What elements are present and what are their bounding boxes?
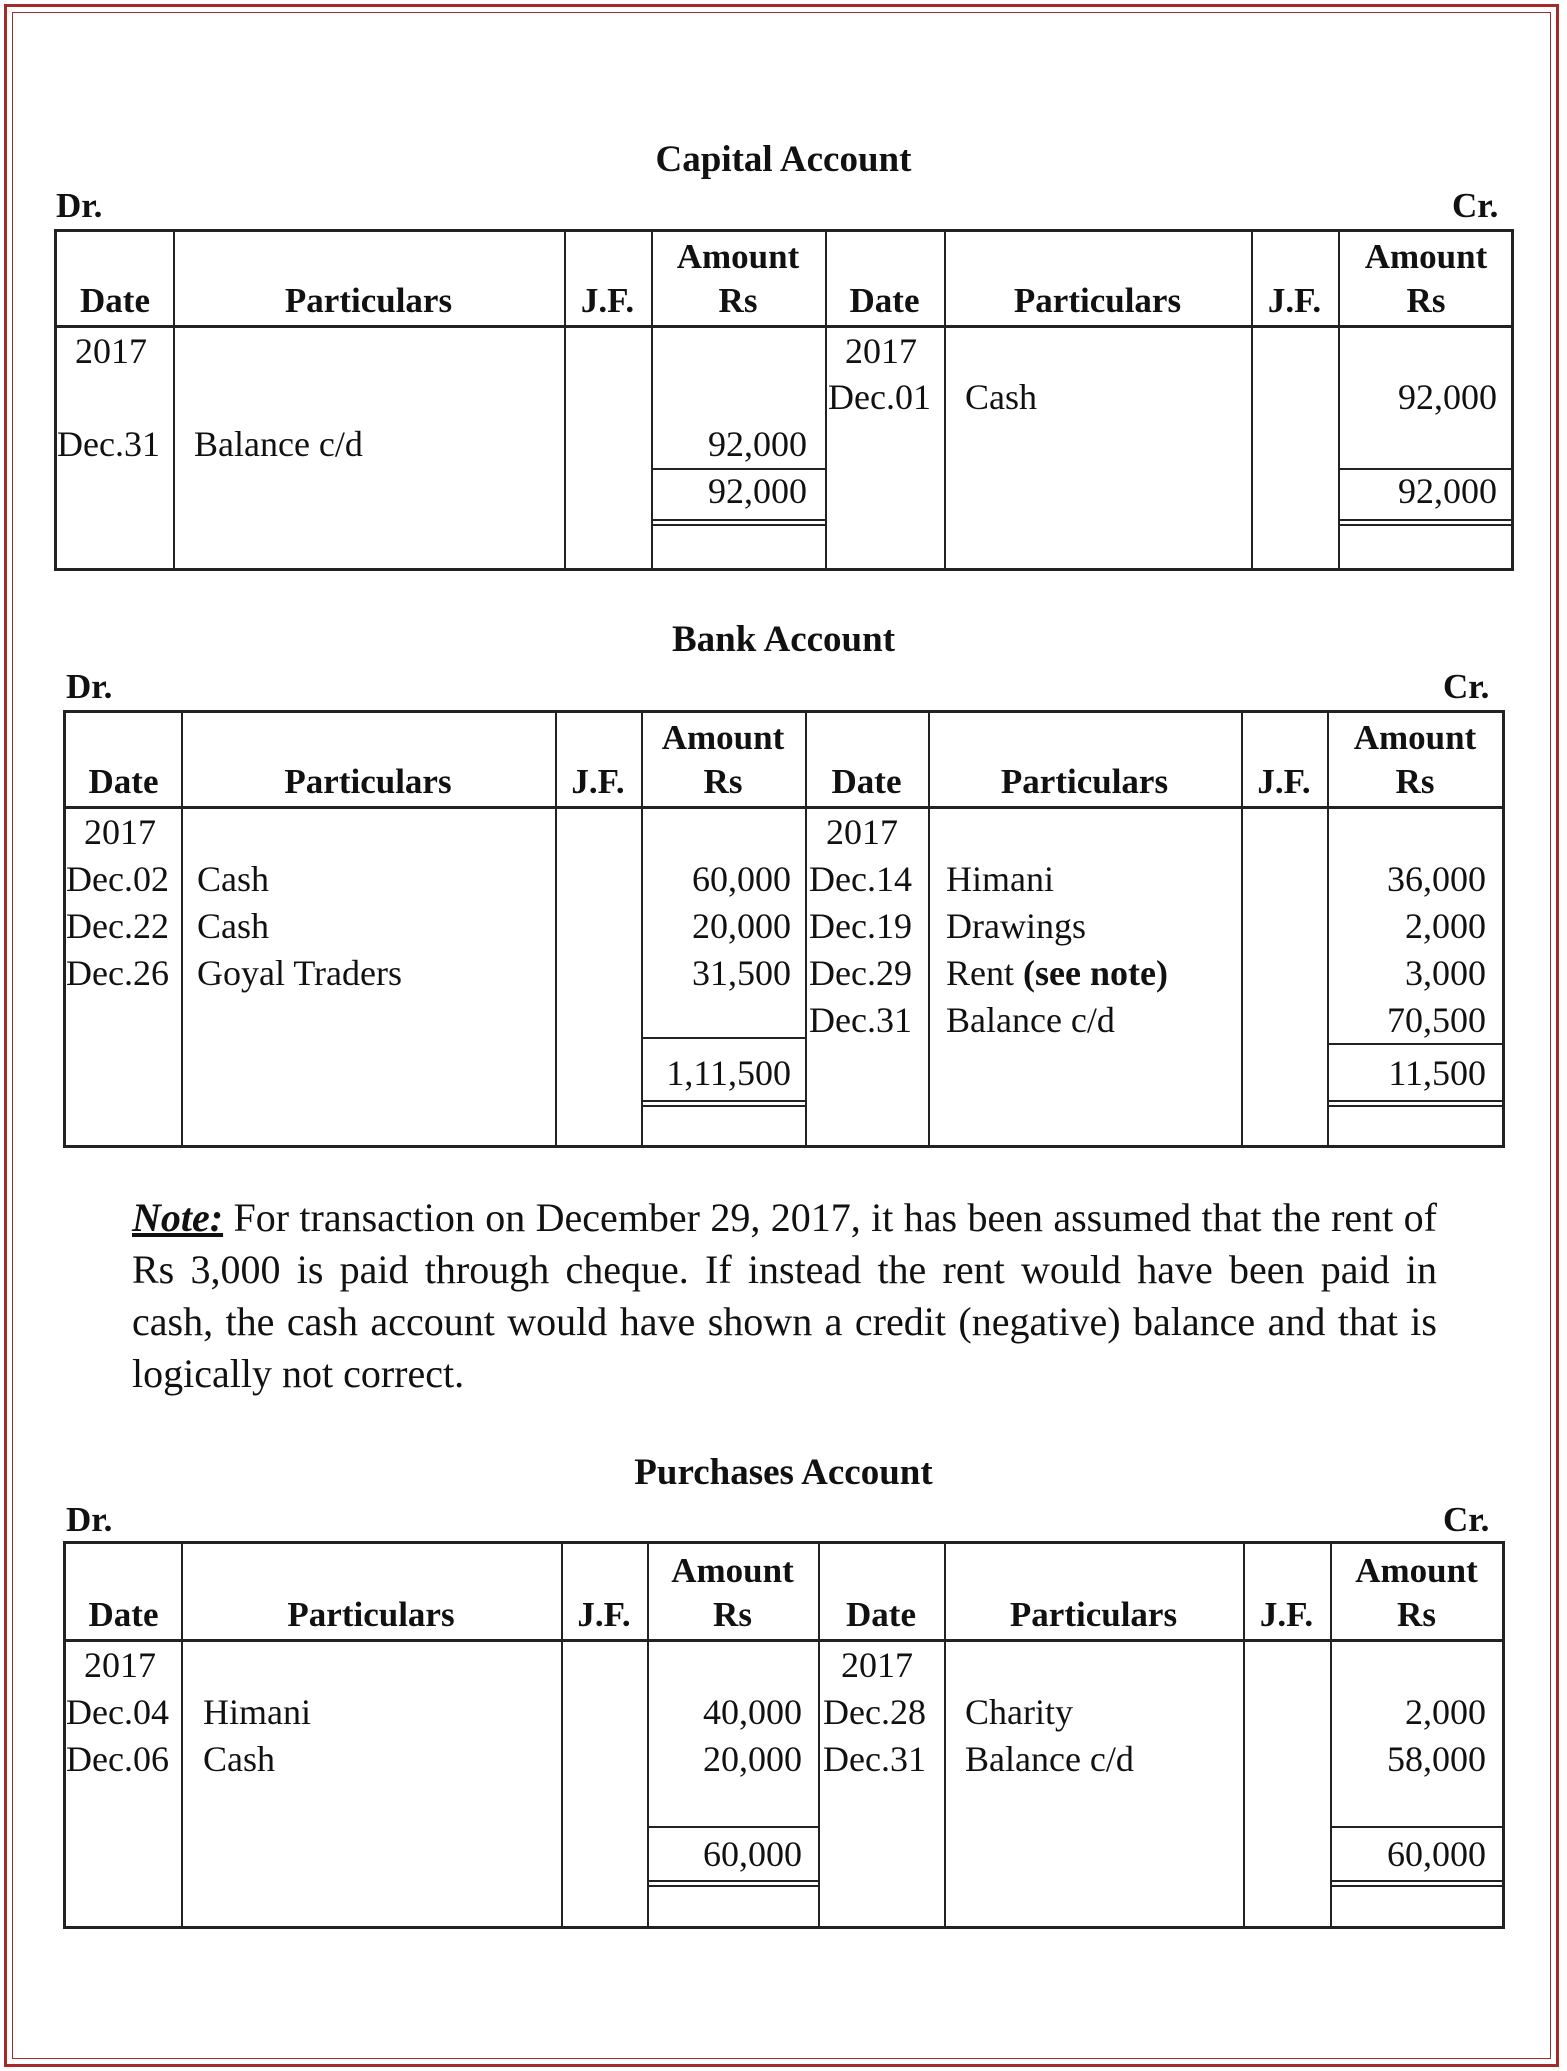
- cr-year: 2017: [841, 1645, 913, 1685]
- dr-entry-particulars: Cash: [197, 859, 269, 899]
- cr-total: 11,500: [1388, 1053, 1486, 1093]
- dr-entry-particulars: Cash: [197, 906, 269, 946]
- cr-year: 2017: [845, 331, 917, 371]
- bank-cr-label: Cr.: [1443, 667, 1490, 706]
- header-particulars: Particulars: [1000, 762, 1169, 801]
- purchases-account-title: Purchases Account: [634, 1452, 933, 1493]
- cr-entry-date: Dec.14: [809, 859, 912, 899]
- cr-entry-date: Dec.01: [828, 377, 931, 417]
- dr-year: 2017: [84, 1645, 156, 1685]
- header-jf: J.F.: [571, 762, 625, 801]
- capital-account-title: Capital Account: [655, 139, 912, 180]
- dr-entry-amount: 92,000: [708, 424, 807, 464]
- dr-entry-particulars: Goyal Traders: [197, 953, 402, 993]
- cr-entry-date: Dec.31: [809, 1000, 912, 1040]
- cr-entry-amount: 2,000: [1405, 906, 1486, 946]
- cr-entry-particulars: Charity: [965, 1692, 1073, 1732]
- dr-year: 2017: [84, 812, 156, 852]
- cr-entry-particulars: Balance c/d: [946, 1000, 1115, 1040]
- dr-entry-amount: 40,000: [703, 1692, 802, 1732]
- cr-entry-particulars: Cash: [965, 377, 1037, 417]
- dr-entry-particulars: Himani: [203, 1692, 311, 1732]
- dr-entry-amount: 20,000: [703, 1739, 802, 1779]
- dr-entry-date: Dec.02: [66, 859, 169, 899]
- cr-entry-amount: 2,000: [1405, 1692, 1486, 1732]
- dr-entry-amount: 31,500: [692, 953, 791, 993]
- cr-entry-amount: 70,500: [1387, 1000, 1486, 1040]
- cr-entry-particulars: Drawings: [946, 906, 1086, 946]
- cr-entry-amount: 3,000: [1405, 953, 1486, 993]
- header-date: Date: [88, 762, 159, 801]
- cr-total: 60,000: [1387, 1834, 1486, 1874]
- header-date: Date: [80, 281, 150, 320]
- header-date: Date: [88, 1595, 159, 1634]
- dr-entry-particulars: Cash: [203, 1739, 275, 1779]
- cr-entry-particulars: Himani: [946, 859, 1054, 899]
- cr-entry-date: Dec.28: [823, 1692, 926, 1732]
- header-amount: Amount: [1355, 1551, 1478, 1590]
- header-amount: Amount: [676, 237, 800, 276]
- cr-entry-date: Dec.31: [823, 1739, 926, 1779]
- bank-ledger: [63, 710, 1505, 1148]
- bank-dr-label: Dr.: [66, 667, 113, 706]
- header-rs: Rs: [1406, 281, 1446, 320]
- capital-dr-label: Dr.: [56, 186, 103, 225]
- capital-ledger: [54, 229, 1514, 571]
- note-text: For transaction on December 29, 2017, it has been assumed that the rent of Rs 3,000 is paid through cheque. If instead the rent would have been paid in cash, the cash account would have shown a credit (negative) balance and that is logically not correct.: [132, 1195, 1437, 1396]
- dr-total: 60,000: [703, 1834, 802, 1874]
- header-date: Date: [849, 281, 920, 320]
- header-amount: Amount: [671, 1551, 794, 1590]
- header-amount: Amount: [661, 718, 785, 757]
- header-jf: J.F.: [577, 1595, 631, 1634]
- dr-entry-date: Dec.06: [66, 1739, 169, 1779]
- header-rs: Rs: [703, 762, 743, 801]
- header-date: Date: [831, 762, 902, 801]
- cr-total: 92,000: [1398, 471, 1497, 511]
- capital-cr-label: Cr.: [1452, 186, 1499, 225]
- header-rs: Rs: [1397, 1595, 1436, 1634]
- dr-entry-date: Dec.22: [66, 906, 169, 946]
- purchases-ledger: [63, 1541, 1505, 1929]
- header-jf: J.F.: [580, 281, 635, 320]
- dr-entry-date: Dec.26: [66, 953, 169, 993]
- note-paragraph: [132, 1192, 1437, 1400]
- cr-entry-particulars-text: Rent: [946, 953, 1014, 993]
- header-rs: Rs: [1395, 762, 1435, 801]
- dr-entry-amount: 20,000: [692, 906, 791, 946]
- cr-entry-amount: 92,000: [1398, 377, 1497, 417]
- purchases-dr-label: Dr.: [66, 1500, 113, 1539]
- dr-entry-amount: 60,000: [692, 859, 791, 899]
- header-particulars: Particulars: [284, 281, 453, 320]
- cr-entry-date: Dec.19: [809, 906, 912, 946]
- cr-entry-particulars: Balance c/d: [965, 1739, 1134, 1779]
- bank-account-title: Bank Account: [671, 619, 896, 660]
- dr-total: 92,000: [708, 471, 807, 511]
- header-jf: J.F.: [1267, 281, 1322, 320]
- header-particulars: Particulars: [1013, 281, 1182, 320]
- header-particulars: Particulars: [287, 1595, 455, 1634]
- dr-year: 2017: [75, 331, 147, 371]
- header-amount: Amount: [1364, 237, 1488, 276]
- header-particulars: Particulars: [284, 762, 452, 801]
- cr-entry-amount: 36,000: [1387, 859, 1486, 899]
- cr-entry-amount: 58,000: [1387, 1739, 1486, 1779]
- dr-entry-particulars: Balance c/d: [194, 424, 363, 464]
- header-particulars: Particulars: [1009, 1595, 1178, 1634]
- header-rs: Rs: [713, 1595, 752, 1634]
- purchases-cr-label: Cr.: [1443, 1500, 1490, 1539]
- cr-entry-date: Dec.29: [809, 953, 912, 993]
- dr-entry-date: Dec.31: [57, 424, 160, 464]
- dr-entry-date: Dec.04: [66, 1692, 169, 1732]
- header-jf: J.F.: [1259, 1595, 1314, 1634]
- note-label: Note:: [132, 1195, 224, 1240]
- header-date: Date: [846, 1595, 916, 1634]
- see-note-ref: (see note): [1023, 953, 1168, 993]
- dr-total: 1,11,500: [666, 1053, 791, 1093]
- header-rs: Rs: [718, 281, 758, 320]
- header-amount: Amount: [1353, 718, 1477, 757]
- cr-year: 2017: [826, 812, 898, 852]
- cr-entry-particulars: [946, 950, 1168, 997]
- header-jf: J.F.: [1257, 762, 1311, 801]
